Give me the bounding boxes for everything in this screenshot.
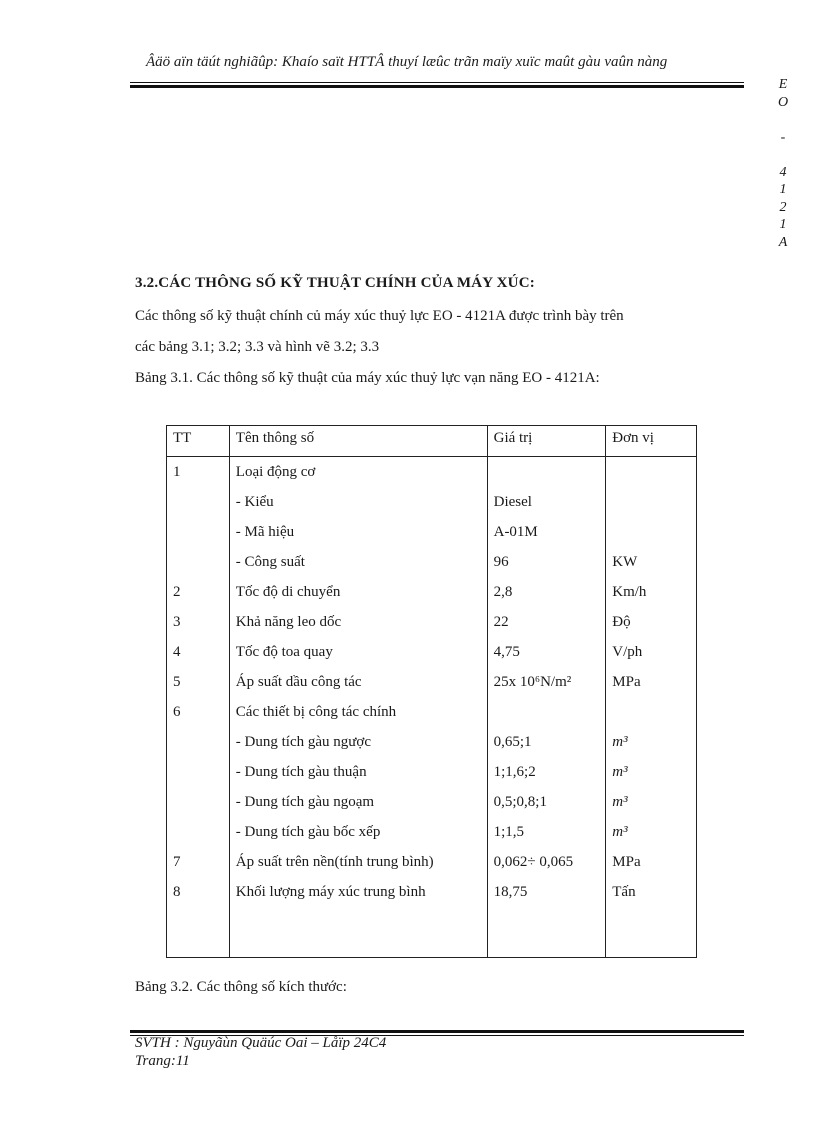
table-row: [167, 667, 697, 697]
table-header-row: [167, 426, 697, 457]
footer-page: Trang:11: [135, 1053, 190, 1069]
document-header: Âäö aïn täút nghiãûp: Khaío saït HTTÂ thuyí læûc trãn maïy xuïc maût gàu vaûn nàng: [146, 54, 668, 70]
cell-name: - Dung tích gàu bốc xếp: [229, 817, 487, 847]
table-row: [167, 787, 697, 817]
cell-name: - Dung tích gàu thuận: [229, 757, 487, 787]
cell-value: 25x 10⁶N/m²: [487, 667, 606, 697]
cell-tt: 2: [167, 577, 230, 607]
cell-unit: Tấn: [606, 877, 697, 907]
footer-rule-thick: [130, 1030, 744, 1033]
cell-unit: Độ: [606, 607, 697, 637]
cell-tt: [167, 757, 230, 787]
cell-unit: [606, 517, 697, 547]
table-row: [167, 517, 697, 547]
cell-unit: [606, 487, 697, 517]
side-code-char: O: [777, 94, 789, 110]
cell-value: 0,5;0,8;1: [487, 787, 606, 817]
header-rule-thick: [130, 85, 744, 88]
header-name: Tên thông số: [229, 426, 487, 457]
table-row: [167, 907, 697, 958]
table-row: [167, 727, 697, 757]
side-code-char: 1: [779, 217, 787, 232]
cell-name: - Mã hiệu: [229, 517, 487, 547]
cell-value: 22: [487, 607, 606, 637]
cell-value: 4,75: [487, 637, 606, 667]
cell-tt: [167, 547, 230, 577]
cell-unit: m³: [606, 787, 697, 817]
cell-tt: 5: [167, 667, 230, 697]
cell-value: [487, 697, 606, 727]
cell-value: 1;1,5: [487, 817, 606, 847]
table-row: [167, 817, 697, 847]
cell-name: Tốc độ di chuyển: [229, 577, 487, 607]
header-rule-thin: [130, 82, 744, 83]
cell-tt: 7: [167, 847, 230, 877]
cell-value: 18,75: [487, 877, 606, 907]
side-code-char: 2: [779, 199, 787, 215]
header-unit: Đơn vị: [606, 426, 697, 457]
cell-tt: [167, 907, 230, 958]
cell-tt: 1: [167, 457, 230, 488]
cell-tt: 3: [167, 607, 230, 637]
table-row: [167, 457, 697, 488]
cell-tt: [167, 787, 230, 817]
cell-unit: m³: [606, 817, 697, 847]
cell-value: Diesel: [487, 487, 606, 517]
spec-table-body: [167, 457, 697, 958]
table1-caption: Bảng 3.1. Các thông số kỹ thuật của máy xúc thuỷ lực vạn năng EO - 4121A:: [135, 370, 600, 386]
cell-unit: V/ph: [606, 637, 697, 667]
side-code-char: -: [780, 129, 786, 145]
cell-value: 1;1,6;2: [487, 757, 606, 787]
cell-value: 2,8: [487, 577, 606, 607]
cell-value: 0,062÷ 0,065: [487, 847, 606, 877]
side-code: [775, 76, 791, 251]
cell-tt: 6: [167, 697, 230, 727]
intro-line-1: Các thông số kỹ thuật chính củ máy xúc thuỷ lực EO - 4121A được trình bày trên: [135, 308, 624, 324]
cell-name: Tốc độ toa quay: [229, 637, 487, 667]
cell-value: A-01M: [487, 517, 606, 547]
spec-table: [166, 425, 697, 958]
side-code-char: [775, 146, 791, 164]
cell-name: - Công suất: [229, 547, 487, 577]
cell-unit: [606, 457, 697, 488]
table-row: [167, 757, 697, 787]
intro-line-2: các bảng 3.1; 3.2; 3.3 và hình vẽ 3.2; 3.3: [135, 339, 380, 355]
table-row: [167, 637, 697, 667]
cell-tt: [167, 517, 230, 547]
cell-tt: [167, 817, 230, 847]
cell-name: - Dung tích gàu ngoạm: [229, 787, 487, 817]
cell-tt: 4: [167, 637, 230, 667]
cell-unit: KW: [606, 547, 697, 577]
cell-tt: [167, 487, 230, 517]
footer-student: SVTH : Nguyãùn Quäúc Oai – Låïp 24C4: [135, 1035, 387, 1051]
cell-name: Các thiết bị công tác chính: [229, 697, 487, 727]
cell-name: Khả năng leo dốc: [229, 607, 487, 637]
cell-tt: 8: [167, 877, 230, 907]
header-value: Giá trị: [487, 426, 606, 457]
table-row: [167, 847, 697, 877]
footer: [135, 1034, 386, 1070]
cell-unit: [606, 697, 697, 727]
cell-name: Loại động cơ: [229, 457, 487, 488]
side-code-char: 1: [779, 182, 787, 197]
cell-unit: Km/h: [606, 577, 697, 607]
cell-value: 0,65;1: [487, 727, 606, 757]
side-code-char: A: [778, 234, 788, 250]
cell-name: Áp suất dầu công tác: [229, 667, 487, 697]
table-row: [167, 547, 697, 577]
header-tt: TT: [167, 426, 230, 457]
cell-tt: [167, 727, 230, 757]
cell-value: [487, 457, 606, 488]
side-code-char: 4: [779, 164, 787, 180]
table-row: [167, 607, 697, 637]
side-code-char: [775, 111, 791, 129]
cell-name: Khối lượng máy xúc trung bình: [229, 877, 487, 907]
cell-unit: [606, 907, 697, 958]
cell-unit: MPa: [606, 667, 697, 697]
section-heading: 3.2.CÁC THÔNG SỐ KỸ THUẬT CHÍNH CỦA MÁY XÚC:: [135, 275, 535, 291]
cell-name: - Kiểu: [229, 487, 487, 517]
cell-name: [229, 907, 487, 958]
cell-name: - Dung tích gàu ngược: [229, 727, 487, 757]
table2-caption: Bảng 3.2. Các thông số kích thước:: [135, 979, 347, 995]
cell-name: Áp suất trên nền(tính trung bình): [229, 847, 487, 877]
side-code-char: E: [778, 77, 788, 92]
cell-unit: m³: [606, 727, 697, 757]
cell-value: 96: [487, 547, 606, 577]
cell-value: [487, 907, 606, 958]
table-row: [167, 877, 697, 907]
cell-unit: m³: [606, 757, 697, 787]
table-row: [167, 697, 697, 727]
table-row: [167, 577, 697, 607]
cell-unit: MPa: [606, 847, 697, 877]
table-row: [167, 487, 697, 517]
